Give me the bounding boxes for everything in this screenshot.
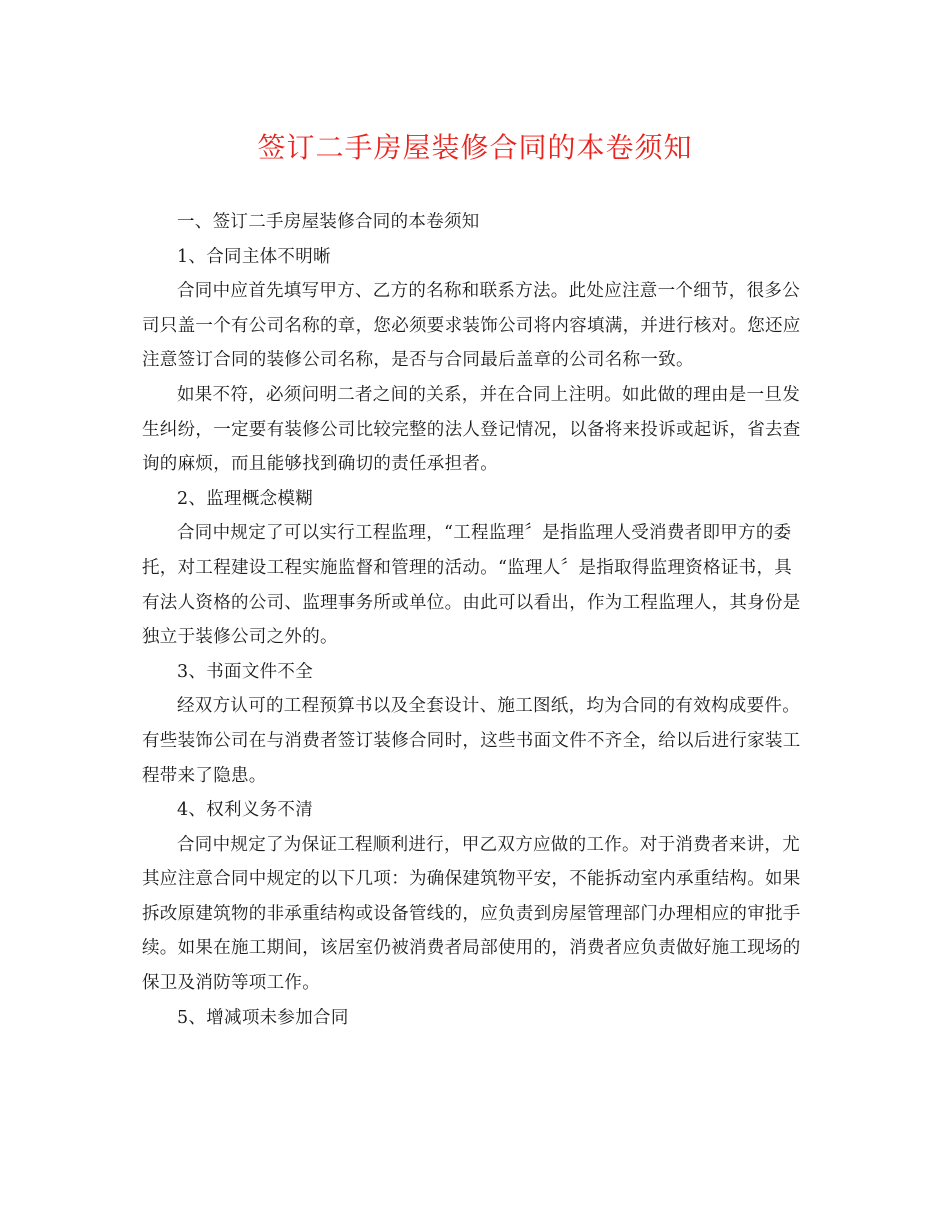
item-heading-4: 4、权利义务不清 <box>177 800 314 821</box>
body-paragraph: 合同中规定了可以实行工程监理，“工程监理〞是指监理人受消费者即甲方的委托，对工程建设工程实施监督和管理的活动。“监理人〞是指取得监理资格证书，具有法人资格的公司、监理事务所或单位。由此可以看出，作为工程监理人，其身份是独立于装修公司之外的。 <box>142 523 801 648</box>
document-title: 签订二手房屋装修合同的本卷须知 <box>257 131 693 164</box>
body-paragraph: 如果不符，必须问明二者之间的关系，并在合同上注明。如此做的理由是一旦发生纠纷，一定要有装修公司比较完整的法人登记情况，以备将来投诉或起诉，省去查询的麻烦，而且能够找到确切的责任承担者。 <box>142 384 801 475</box>
section-heading: 一、签订二手房屋装修合同的本卷须知 <box>177 212 480 232</box>
item-heading-5: 5、增减项未参加合同 <box>177 1007 349 1028</box>
item-heading-2: 2、监理概念模糊 <box>177 488 314 509</box>
body-paragraph: 经双方认可的工程预算书以及全套设计、施工图纸，均为合同的有效构成要件。有些装饰公司在与消费者签订装修合同时，这些书面文件不齐全，给以后进行家装工程带来了隐患。 <box>142 696 801 786</box>
item-heading-1: 1、合同主体不明晰 <box>177 246 331 267</box>
body-paragraph: 合同中规定了为保证工程顺利进行，甲乙双方应做的工作。对于消费者来讲，尤其应注意合同中规定的以下几项：为确保建筑物平安，不能拆动室内承重结构。如果拆改原建筑物的非承重结构或设备管线的，应负责到房屋管理部门办理相应的审批手续。如果在施工期间，该居室仍被消费者局部使用的，消费者应负责做好施工现场的保卫及消防等项工作。 <box>142 834 801 994</box>
item-heading-3: 3、书面文件不全 <box>177 661 314 682</box>
body-paragraph: 合同中应首先填写甲方、乙方的名称和联系方法。此处应注意一个细节，很多公司只盖一个有公司名称的章，您必须要求装饰公司将内容填满，并进行核对。您还应注意签订合同的装修公司名称，是否与合同最后盖章的公司名称一致。 <box>142 281 801 371</box>
document-body <box>142 205 802 1035</box>
